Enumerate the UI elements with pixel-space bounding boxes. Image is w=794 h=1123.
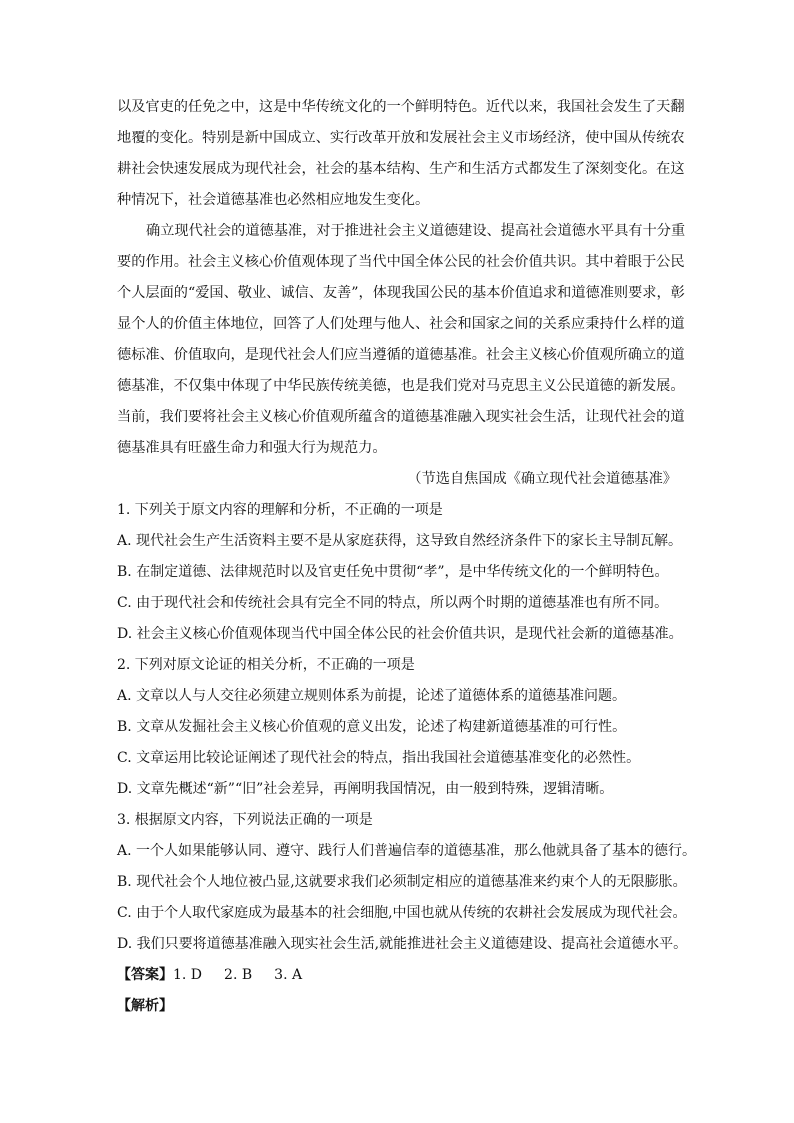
question-2	[117, 650, 687, 805]
document-page	[117, 92, 697, 1022]
passage-line: 种情况下，社会道德基准也必然相应地发生变化。	[117, 192, 430, 208]
passage-paragraph-1	[117, 92, 687, 216]
passage-line: 个人层面的“爱国、敬业、诚信、友善”，体现我国公民的基本价值追求和道德准则要求，彰	[117, 285, 685, 301]
question-option: A. 一个人如果能够认同、遵守、践行人们普遍信奉的道德基准，那么他就具备了基本的德行。	[117, 843, 697, 859]
question-option: B. 现代社会个人地位被凸显,这就要求我们必须制定相应的道德基准来约束个人的无限膨胀。	[117, 874, 687, 890]
question-option: A. 文章以人与人交往必须建立规则体系为前提，论述了道德体系的道德基准问题。	[117, 688, 627, 704]
passage-paragraph-2	[117, 216, 687, 464]
question-option: C. 文章运用比较论证阐述了现代社会的特点，指出我国社会道德基准变化的必然性。	[117, 750, 641, 766]
passage-line: 耕社会快速发展成为现代社会，社会的基本结构、生产和生活方式都发生了深刻变化。在这	[117, 161, 685, 177]
passage-line: 确立现代社会的道德基准，对于推进社会主义道德建设、提高社会道德水平具有十分重	[146, 223, 686, 239]
analysis-label: 【解析】	[117, 998, 173, 1014]
question-option: C. 由于个人取代家庭成为最基本的社会细胞,中国也就从传统的农耕社会发展成为现代社会。	[117, 905, 687, 921]
question-option: D. 我们只要将道德基准融入现实社会生活,就能推进社会主义道德建设、提高社会道德水平。	[117, 936, 688, 952]
passage-line: 德基准，不仅集中体现了中华民族传统美德，也是我们党对马克思主义公民道德的新发展。	[117, 378, 685, 394]
question-1	[117, 495, 687, 650]
passage-line: 德基准具有旺盛生命力和强大行为规范力。	[117, 440, 387, 456]
question-option: B. 在制定道德、法律规范时以及官吏任免中贯彻“孝”，是中华传统文化的一个鲜明特色。	[117, 564, 669, 580]
passage-source: （节选自焦国成《确立现代社会道德基准》	[407, 471, 677, 487]
question-3	[117, 805, 697, 960]
question-option: D. 文章先概述“新”“旧”社会差异，再阐明我国情况，由一般到特殊，逻辑清晰。	[117, 781, 614, 797]
question-option: B. 文章从发掘社会主义核心价值观的意义出发，论述了构建新道德基准的可行性。	[117, 719, 627, 735]
question-stem: 3. 根据原文内容，下列说法正确的一项是	[117, 812, 373, 828]
passage-line: 地覆的变化。特别是新中国成立、实行改革开放和发展社会主义市场经济，使中国从传统农	[117, 130, 685, 146]
answer-item: 3. A	[274, 967, 303, 983]
passage-line: 当前，我们要将社会主义核心价值观所蕴含的道德基准融入现实社会生活，让现代社会的道	[117, 409, 685, 425]
analysis-line	[117, 991, 687, 1022]
passage-line: 要的作用。社会主义核心价值观体现了当代中国全体公民的社会价值共识。其中着眼于公民	[117, 254, 685, 270]
answer-item: 2. B	[224, 967, 253, 983]
passage-line: 显个人的价值主体地位，回答了人们处理与他人、社会和国家之间的关系应秉持什么样的道	[117, 316, 685, 332]
passage-line: 以及官吏的任免之中，这是中华传统文化的一个鲜明特色。近代以来，我国社会发生了天翻	[117, 99, 685, 115]
answer-label: 【答案】	[117, 967, 173, 983]
question-option: D. 社会主义核心价值观体现当代中国全体公民的社会价值共识，是现代社会新的道德基准。	[117, 626, 683, 642]
question-stem: 1. 下列关于原文内容的理解和分析，不正确的一项是	[117, 502, 443, 518]
passage-line: 德标准、价值取向，是现代社会人们应当遵循的道德基准。社会主义核心价值观所确立的道	[117, 347, 685, 363]
question-stem: 2. 下列对原文论证的相关分析，不正确的一项是	[117, 657, 415, 673]
question-option: C. 由于现代社会和传统社会具有完全不同的特点，所以两个时期的道德基准也有所不同。	[117, 595, 669, 611]
question-option: A. 现代社会生产生活资料主要不是从家庭获得，这导致自然经济条件下的家长主导制瓦解。	[117, 533, 683, 549]
answer-item: 1. D	[173, 967, 203, 983]
answer-line	[117, 960, 687, 991]
